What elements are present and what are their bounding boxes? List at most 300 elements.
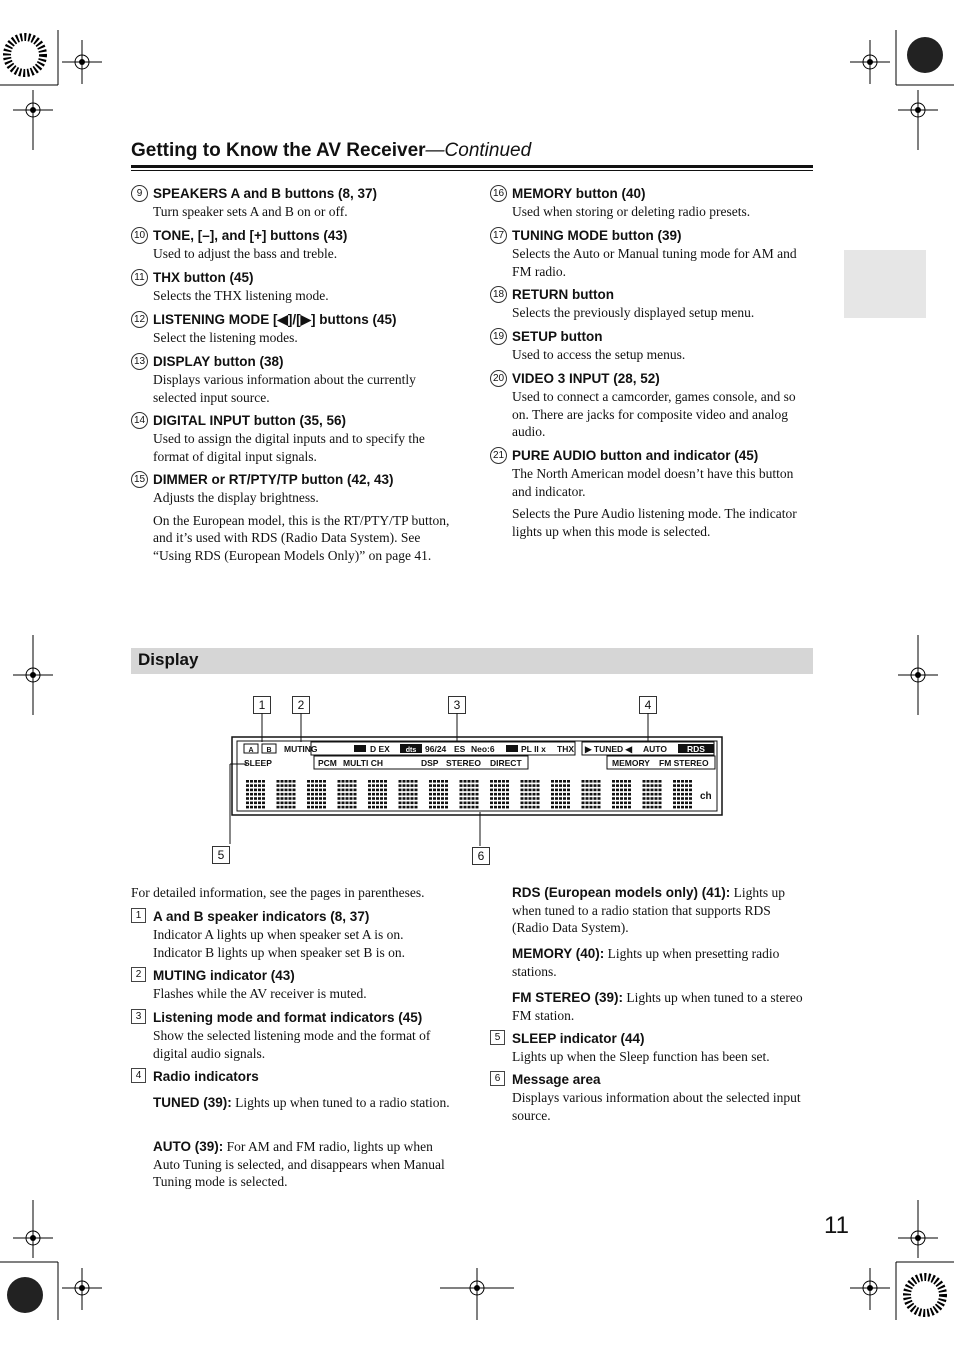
dot-matrix-cell [521,802,524,805]
dot-matrix-cell [651,806,654,809]
dot-matrix-cell [285,780,288,783]
list-item [490,447,810,540]
dot-matrix-cell [407,793,410,796]
dot-matrix-cell [681,784,684,787]
dot-matrix-cell [616,789,619,792]
dot-matrix-cell [250,806,253,809]
dot-matrix-cell [437,793,440,796]
item-desc: Displays various information about the currently selected input source. [153,372,416,405]
dot-matrix-cell [612,780,615,783]
dot-matrix-cell [525,793,528,796]
dot-matrix-cell [494,806,497,809]
dot-matrix-cell [258,802,261,805]
item-number: 11 [131,269,148,286]
list-item [490,286,810,322]
dot-matrix-cell [472,793,475,796]
dot-matrix-cell [655,806,658,809]
dot-matrix-cell [399,802,402,805]
dot-matrix-cell [433,789,436,792]
dot-matrix-cell [403,802,406,805]
dot-matrix-cell [685,780,688,783]
dot-matrix-cell [437,789,440,792]
dot-matrix-cell [285,784,288,787]
radio-sub-fm-stereo: FM STEREO (39): Lights up when tuned to a stereo FM station. [512,990,803,1023]
dot-matrix-cell [643,784,646,787]
dot-matrix-cell [472,806,475,809]
dot-matrix-cell [586,789,589,792]
dot-matrix-cell [350,789,353,792]
dot-matrix-cell [647,806,650,809]
dot-matrix-cell [525,797,528,800]
dot-matrix-cell [315,784,318,787]
dot-matrix-cell [323,797,326,800]
dot-matrix-cell [494,797,497,800]
dot-matrix-cell [277,793,280,796]
dot-matrix-cell [567,793,570,796]
dot-matrix-cell [472,797,475,800]
dot-matrix-cell [673,793,676,796]
dot-matrix-cell [342,806,345,809]
dot-matrix-cell [555,789,558,792]
dot-matrix-cell [490,784,493,787]
dot-matrix-cell [521,793,524,796]
lcd-neo6: Neo:6 [471,744,495,754]
dot-matrix-cell [537,789,540,792]
list-item [131,471,451,564]
radio-sub-memory: MEMORY (40): Lights up when presetting radio stations. [512,946,780,979]
dot-matrix-cell [506,797,509,800]
item-number: 4 [131,1068,146,1083]
dot-matrix-cell [289,793,292,796]
dot-matrix-cell [651,780,654,783]
dot-matrix-cell [559,802,562,805]
dot-matrix-cell [281,780,284,783]
dot-matrix-cell [628,806,631,809]
item-title: A and B speaker indicators (8, 37) [153,909,370,924]
dot-matrix-cell [506,806,509,809]
dot-matrix-cell [346,806,349,809]
dot-matrix-cell [590,797,593,800]
dot-matrix-cell [620,802,623,805]
dot-matrix-cell [246,780,249,783]
dot-matrix-cell [559,780,562,783]
item-number: 6 [490,1071,505,1086]
dot-matrix-cell [494,802,497,805]
dot-matrix-cell [594,797,597,800]
dot-matrix-cell [323,806,326,809]
dot-matrix-cell [368,802,371,805]
dot-matrix-cell [376,802,379,805]
item-number: 1 [131,908,146,923]
dot-matrix-cell [293,780,296,783]
dot-matrix-cell [368,797,371,800]
dot-matrix-cell [262,793,265,796]
list-item [131,353,451,406]
dot-matrix-cell [354,806,357,809]
item-number: 5 [490,1030,505,1045]
callout-label: 1 [253,696,271,714]
display-intro: For detailed information, see the pages in parentheses. [131,885,425,900]
dot-matrix-cell [411,802,414,805]
item-desc: Select the listening modes. [153,330,298,345]
dot-matrix-cell [464,806,467,809]
dot-matrix-cell [445,784,448,787]
dot-matrix-cell [651,802,654,805]
dot-matrix-cell [533,789,536,792]
dot-matrix-cell [464,789,467,792]
dot-matrix-cell [506,793,509,796]
dot-matrix-cell [254,793,257,796]
dot-matrix-cell [494,780,497,783]
dot-matrix-cell [643,793,646,796]
dot-matrix-cell [437,780,440,783]
dot-matrix-cell [415,784,418,787]
dot-matrix-cell [468,780,471,783]
dot-matrix-cell [323,780,326,783]
dot-matrix-cell [380,780,383,783]
dot-matrix-cell [586,784,589,787]
dot-matrix-cell [319,802,322,805]
item-title: DIMMER or RT/PTY/TP button (42, 43) [153,472,394,487]
dot-matrix-cell [506,802,509,805]
item-title: DISPLAY button (38) [153,354,284,369]
dot-matrix-cell [551,789,554,792]
dot-matrix-cell [529,780,532,783]
dot-matrix-cell [624,793,627,796]
dot-matrix-cell [254,784,257,787]
dot-matrix-cell [590,793,593,796]
dot-matrix-cell [254,797,257,800]
dot-matrix-cell [262,784,265,787]
dot-matrix-cell [689,797,692,800]
dot-matrix-cell [307,793,310,796]
dot-matrix-cell [582,802,585,805]
dot-matrix-cell [586,797,589,800]
dot-matrix-cell [403,797,406,800]
dot-matrix-cell [612,797,615,800]
dot-matrix-cell [311,780,314,783]
dot-matrix-cell [643,806,646,809]
item-desc: Selects the THX listening mode. [153,288,329,303]
dot-matrix-cell [429,793,432,796]
dot-matrix-cell [476,789,479,792]
dot-matrix-cell [498,802,501,805]
dot-matrix-cell [285,802,288,805]
dot-matrix-cell [563,802,566,805]
dot-matrix-cell [354,784,357,787]
dot-matrix-cell [612,789,615,792]
dot-matrix-cell [673,789,676,792]
lcd-stereo: STEREO [446,758,481,768]
dot-matrix-cell [415,780,418,783]
dot-matrix-cell [689,802,692,805]
dot-matrix-cell [659,793,662,796]
lcd-memory: MEMORY [612,758,650,768]
callout-label: 2 [292,696,310,714]
dot-matrix-cell [433,780,436,783]
dot-matrix-cell [472,789,475,792]
dot-matrix-cell [643,780,646,783]
dot-matrix-cell [567,784,570,787]
dot-matrix-cell [403,784,406,787]
dot-matrix-cell [502,802,505,805]
dot-matrix-cell [555,797,558,800]
lcd-a: A [248,747,254,754]
dot-matrix-cell [598,789,601,792]
dot-matrix-cell [529,806,532,809]
lcd-fm-stereo: FM STEREO [659,758,709,768]
dot-matrix-cell [250,797,253,800]
item-desc: Selects the previously displayed setup menu. [512,305,755,320]
dot-matrix-cell [502,797,505,800]
dot-matrix-cell [594,780,597,783]
dot-matrix-cell [498,797,501,800]
dot-matrix-cell [616,797,619,800]
dot-matrix-cell [429,806,432,809]
dot-matrix-cell [651,797,654,800]
dot-matrix-cell [311,806,314,809]
dot-matrix-cell [677,784,680,787]
dot-matrix-cell [323,793,326,796]
dot-matrix-cell [689,806,692,809]
dot-matrix-cell [616,806,619,809]
item-title: DIGITAL INPUT button (35, 56) [153,413,347,428]
dot-matrix-cell [685,802,688,805]
dot-matrix-cell [281,784,284,787]
dot-matrix-cell [647,793,650,796]
dot-matrix-cell [384,780,387,783]
dot-matrix-cell [498,780,501,783]
dot-matrix-cell [620,789,623,792]
dot-matrix-cell [346,780,349,783]
dot-matrix-cell [441,789,444,792]
item-number: 13 [131,353,148,370]
dot-matrix-cell [594,806,597,809]
dot-matrix-cell [529,797,532,800]
dot-matrix-cell [311,793,314,796]
dot-matrix-cell [476,784,479,787]
dot-matrix-cell [677,806,680,809]
dot-matrix-cell [307,802,310,805]
dot-matrix-cell [655,793,658,796]
dot-matrix-cell [464,784,467,787]
dot-matrix-cell [346,789,349,792]
dot-matrix-cell [647,797,650,800]
dot-matrix-cell [307,789,310,792]
header-rule [131,165,813,168]
dot-matrix-cell [525,802,528,805]
dot-matrix-cell [368,784,371,787]
dot-matrix-cell [689,784,692,787]
list-item [490,1030,810,1066]
dot-matrix-cell [460,797,463,800]
dot-matrix-cell [468,784,471,787]
item-number: 15 [131,471,148,488]
dot-matrix-cell [537,793,540,796]
dot-matrix-cell [616,780,619,783]
dot-matrix-cell [315,797,318,800]
dot-matrix-cell [476,806,479,809]
dot-matrix-cell [624,784,627,787]
dot-matrix-cell [399,806,402,809]
dot-matrix-cell [681,802,684,805]
dot-matrix-cell [655,789,658,792]
dot-matrix-cell [384,784,387,787]
dot-matrix-cell [411,797,414,800]
dot-matrix-cell [285,797,288,800]
dot-matrix-cell [506,789,509,792]
dot-matrix-cell [460,784,463,787]
dot-matrix-cell [315,806,318,809]
dot-matrix-cell [354,780,357,783]
dot-matrix-cell [612,793,615,796]
dot-matrix-cell [319,789,322,792]
dot-matrix-cell [250,793,253,796]
dot-matrix-cell [342,789,345,792]
page-number: 11 [824,1212,849,1239]
list-item [490,227,810,280]
dot-matrix-cell [411,784,414,787]
dot-matrix-cell [441,793,444,796]
dot-matrix-cell [533,793,536,796]
lcd-dsp: DSP [421,758,439,768]
dot-matrix-cell [563,780,566,783]
dot-matrix-cell [415,802,418,805]
dot-matrix-cell [407,780,410,783]
dot-matrix-cell [354,802,357,805]
dot-matrix-cell [612,802,615,805]
dot-matrix-cell [246,784,249,787]
dot-matrix-cell [464,780,467,783]
dot-matrix-cell [372,806,375,809]
dot-matrix-cell [315,789,318,792]
dot-matrix-cell [476,793,479,796]
item-desc: Used when storing or deleting radio presets. [512,204,751,219]
dot-matrix-cell [293,793,296,796]
dot-matrix-cell [407,789,410,792]
list-item [131,311,451,347]
dot-matrix-cell [277,806,280,809]
dot-matrix-cell [319,780,322,783]
dot-matrix-cell [350,802,353,805]
lcd-auto: AUTO [643,744,667,754]
dot-matrix-cell [677,780,680,783]
lcd-es: ES [454,744,466,754]
dot-matrix-cell [262,789,265,792]
dot-matrix-cell [502,793,505,796]
item-title: RETURN button [512,287,614,302]
dot-matrix-cell [490,806,493,809]
dot-matrix-cell [311,797,314,800]
dot-matrix-cell [659,780,662,783]
dot-matrix-cell [293,789,296,792]
dot-matrix-cell [399,789,402,792]
dot-matrix-cell [647,784,650,787]
dot-matrix-cell [372,780,375,783]
dot-matrix-cell [323,789,326,792]
dot-matrix-cell [659,802,662,805]
item-desc: Used to assign the digital inputs and to specify the format of digital input signals. [153,431,425,464]
dot-matrix-cell [655,802,658,805]
dot-matrix-cell [490,793,493,796]
dot-matrix-cell [498,793,501,796]
item-number: 21 [490,447,507,464]
dot-matrix-cell [582,780,585,783]
lcd-direct: DIRECT [490,758,522,768]
dot-matrix-cell [399,793,402,796]
dot-matrix-cell [563,806,566,809]
dot-matrix-cell [293,802,296,805]
list-item [131,1068,451,1086]
dot-matrix-cell [429,780,432,783]
dot-matrix-cell [490,797,493,800]
dot-matrix-cell [376,793,379,796]
dot-matrix-cell [372,789,375,792]
dot-matrix-cell [521,797,524,800]
item-desc: Displays various information about the selected input source. [512,1090,801,1123]
item-desc: Show the selected listening mode and the format of digital audio signals. [153,1028,431,1061]
dot-matrix-cell [315,793,318,796]
dot-matrix-cell [441,784,444,787]
item-number: 17 [490,227,507,244]
dot-matrix-cell [464,797,467,800]
dot-matrix-cell [468,793,471,796]
dot-matrix-cell [525,789,528,792]
dot-matrix-cell [490,780,493,783]
dot-matrix-cell [620,797,623,800]
dot-matrix-cell [673,784,676,787]
dot-matrix-cell [533,797,536,800]
dot-matrix-cell [342,784,345,787]
dot-matrix-cell [563,793,566,796]
dot-matrix-cell [246,806,249,809]
dot-matrix-cell [403,806,406,809]
item-title: Message area [512,1072,601,1087]
dot-matrix-cell [293,797,296,800]
item-desc: Indicator A lights up when speaker set A is on. Indicator B lights up when speaker set B is on. [153,927,405,960]
dot-matrix-cell [567,780,570,783]
dot-matrix-cell [445,793,448,796]
dot-matrix-cell [262,806,265,809]
dot-matrix-cell [311,789,314,792]
dot-matrix-cell [380,784,383,787]
dot-matrix-cell [498,784,501,787]
dot-matrix-cell [350,780,353,783]
item-number: 18 [490,286,507,303]
callout-label: 6 [472,847,490,865]
item-title: TUNING MODE button (39) [512,228,682,243]
item-title: VIDEO 3 INPUT (28, 52) [512,371,660,386]
section-header-bar [131,648,813,674]
dot-matrix-cell [311,802,314,805]
dot-matrix-cell [559,789,562,792]
dot-matrix-cell [521,784,524,787]
dot-matrix-cell [612,806,615,809]
dot-matrix-cell [380,789,383,792]
dot-matrix-cell [551,784,554,787]
dot-matrix-cell [502,789,505,792]
dot-matrix-cell [689,780,692,783]
dot-matrix-cell [289,780,292,783]
lcd-d-ex: D EX [370,744,390,754]
header-rule-thin [131,170,813,171]
item-title: SPEAKERS A and B buttons (8, 37) [153,186,378,201]
callout-label: 3 [448,696,466,714]
dot-matrix-cell [372,784,375,787]
dot-matrix-cell [624,789,627,792]
list-item [490,185,810,221]
dot-matrix-cell [338,806,341,809]
